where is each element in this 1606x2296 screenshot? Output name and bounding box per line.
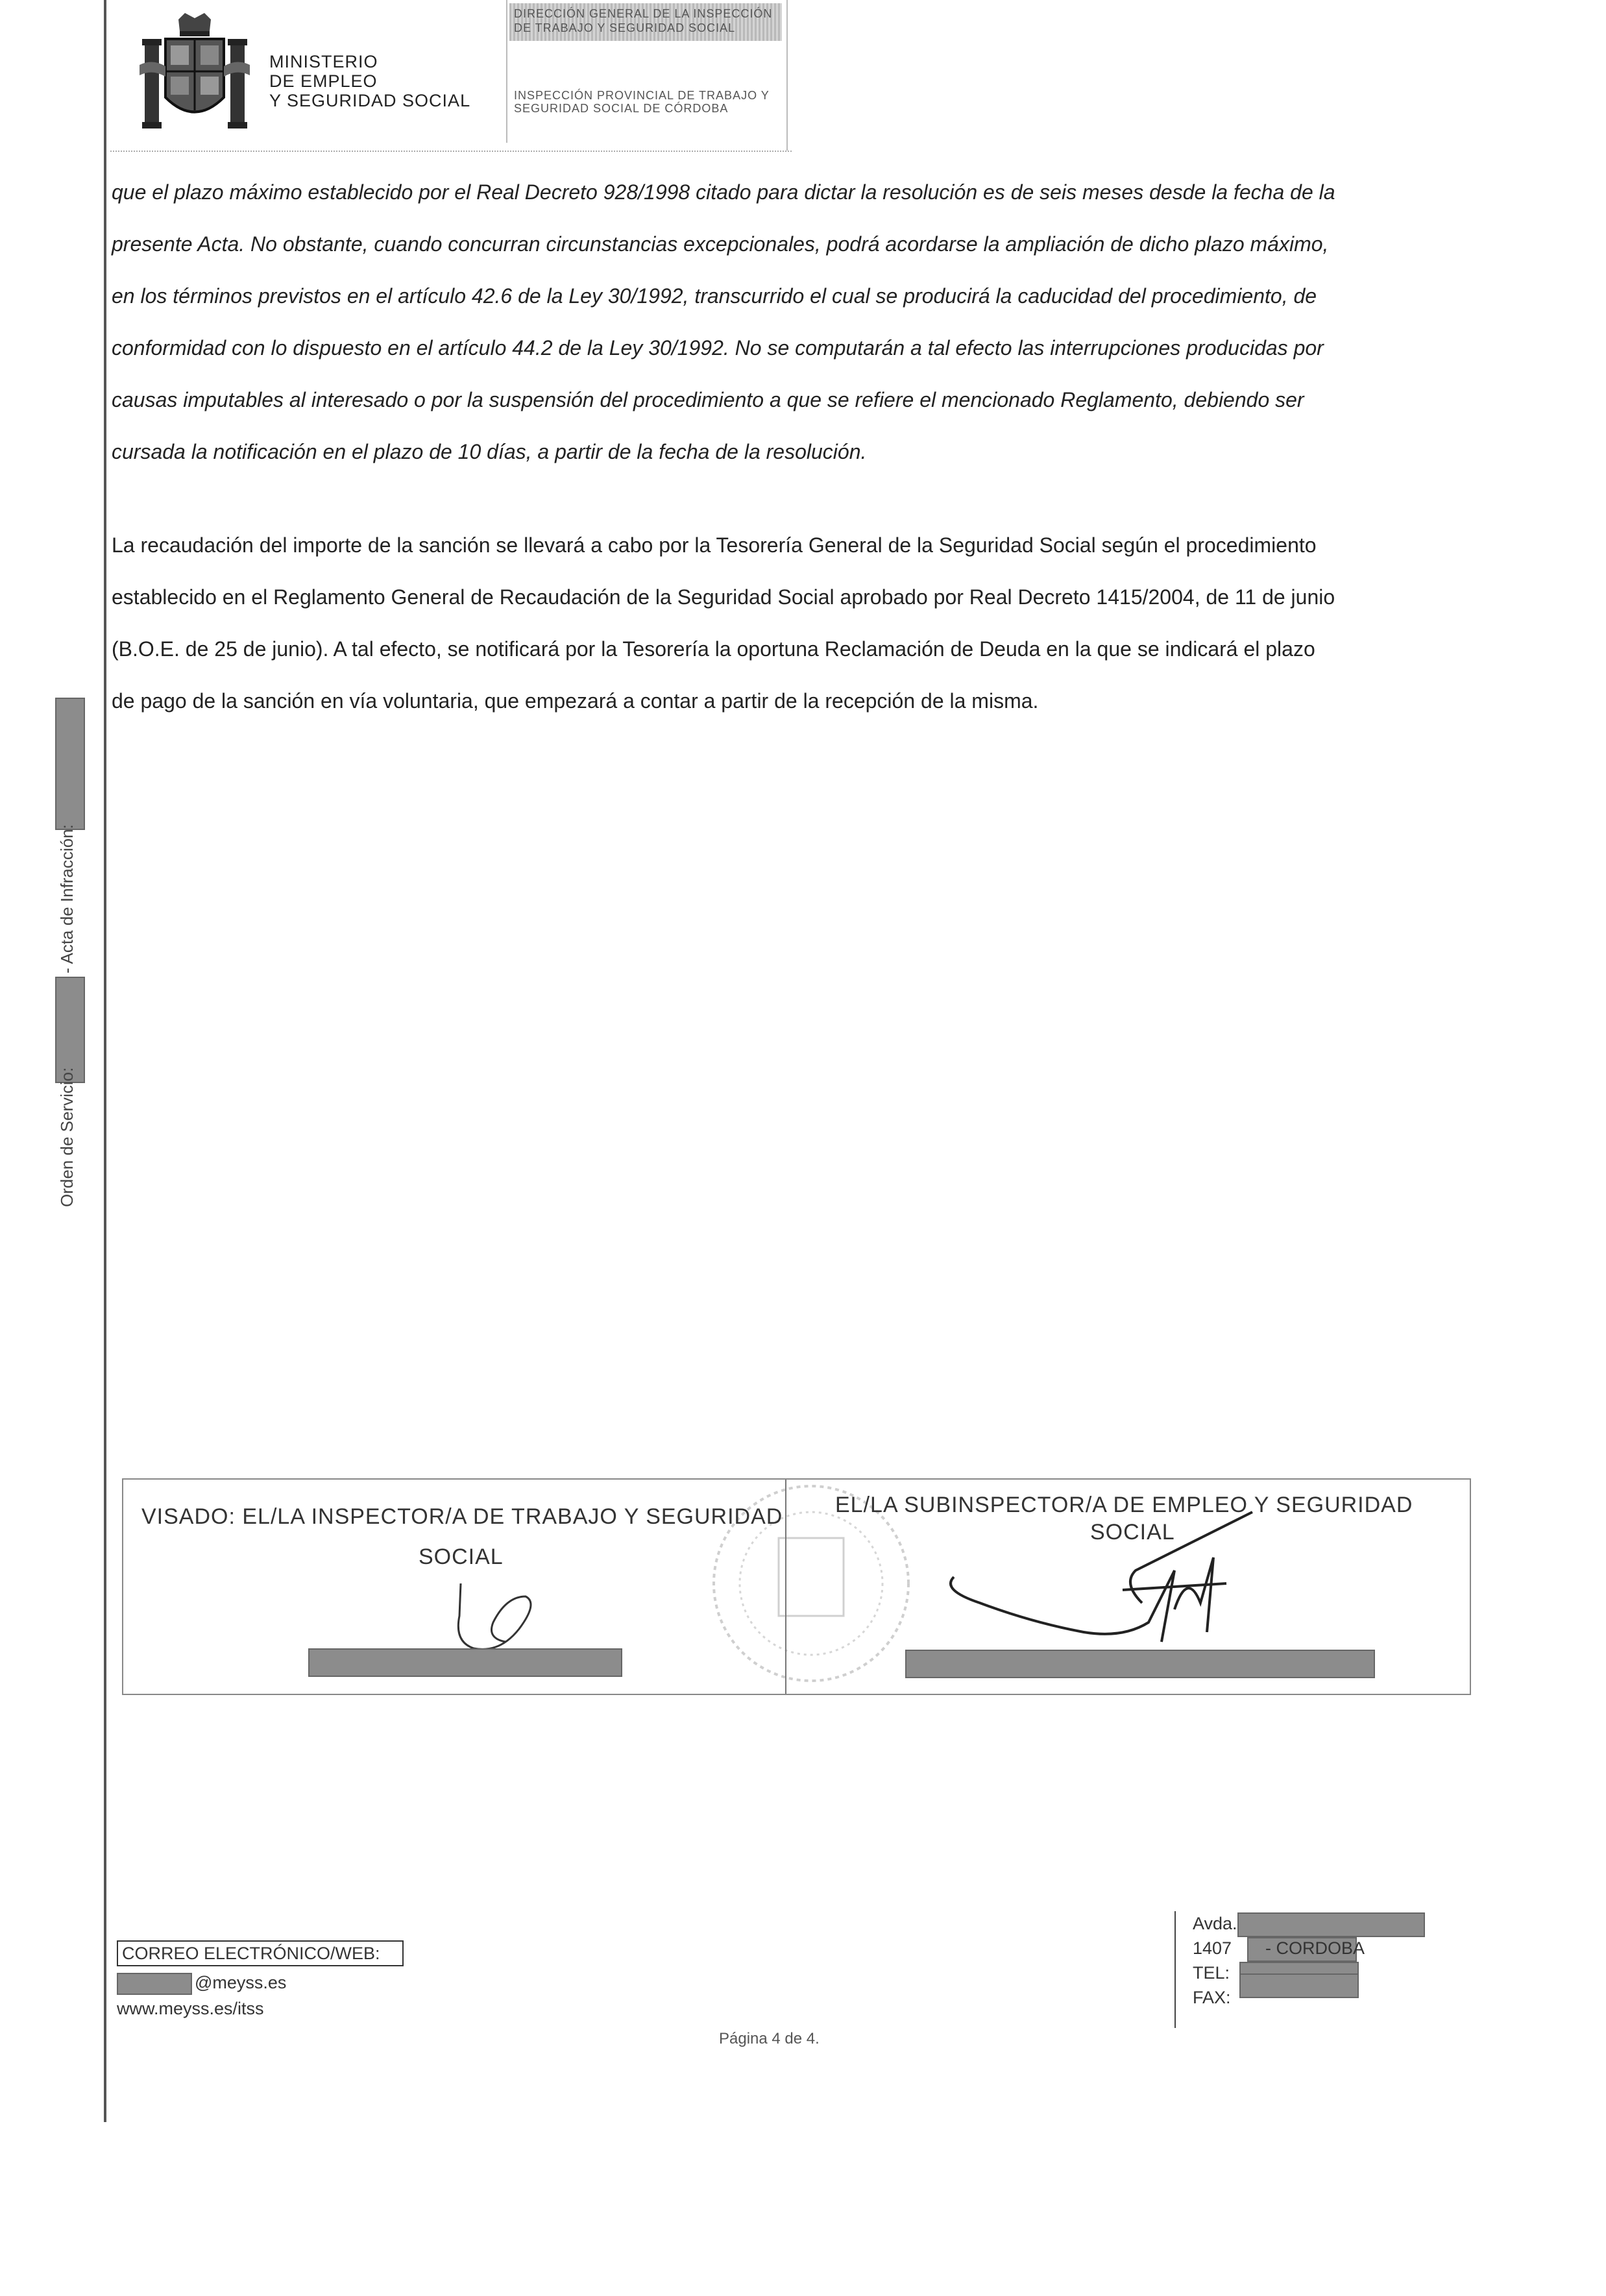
redacted-street <box>1237 1912 1425 1937</box>
department-line-1: DIRECCIÓN GENERAL DE LA INSPECCIÓN <box>514 7 773 20</box>
ministry-line-2: DE EMPLEO <box>269 71 378 91</box>
address-street <box>1174 1911 1425 1936</box>
paragraph1-line-1: que el plazo máximo establecido por el Real Decreto 928/1998 citado para dictar la resolución es de seis meses desde la fecha de la <box>112 180 1335 204</box>
paragraph2-line-2: establecido en el Reglamento General de Recaudación de la Seguridad Social aprobado por Real Decreto 1415/2004, de 11 de junio <box>112 585 1335 609</box>
signature-box <box>122 1478 1471 1695</box>
page-number: Página 4 de 4. <box>719 2030 820 2047</box>
signature-divider <box>785 1480 786 1694</box>
address-tel-label: TEL: <box>1193 1963 1230 1983</box>
paragraph1-line-6: cursada la notificación en el plazo de 10 días, a partir de la fecha de la resolución. <box>112 440 867 463</box>
redacted-subinspector-name <box>905 1650 1375 1678</box>
inspection-line-2: SEGURIDAD SOCIAL DE CÓRDOBA <box>514 102 729 115</box>
address-fax <box>1174 1985 1425 2010</box>
inspection-line-1: INSPECCIÓN PROVINCIAL DE TRABAJO Y <box>514 89 770 102</box>
contact-email <box>117 1973 286 1995</box>
inspection-office <box>514 89 770 115</box>
redacted-inspector-name <box>308 1648 622 1677</box>
header-right-rule <box>786 0 788 151</box>
sidebar-label-middle <box>57 824 83 974</box>
address-city-name: - CORDOBA <box>1265 1938 1365 1958</box>
department-line-2: DE TRABAJO Y SEGURIDAD SOCIAL <box>514 21 736 34</box>
document-header <box>110 0 792 156</box>
left-margin-rule <box>104 0 106 2122</box>
paragraph2-line-1: La recaudación del importe de la sanción se llevará a cabo por la Tesorería General de la Seguridad Social según el procedimiento <box>112 533 1317 557</box>
paragraph1-line-2: presente Acta. No obstante, cuando concurran circunstancias excepcionales, podrá acordarse la ampliación de dicho plazo máximo, <box>112 232 1329 256</box>
redacted-order-number <box>55 698 85 830</box>
office-address <box>1174 1911 1425 2010</box>
header-bottom-rule <box>110 151 792 153</box>
redacted-email-user <box>117 1973 192 1995</box>
paragraph-sanction-collection <box>112 519 1461 727</box>
sidebar-label-middle-text: - Acta de Infracción: <box>57 824 77 973</box>
address-fax-label: FAX: <box>1193 1988 1231 2007</box>
website-link[interactable]: www.meyss.es/itss <box>117 1999 264 2018</box>
ministry-line-3: Y SEGURIDAD SOCIAL <box>269 91 471 110</box>
paragraph2-line-4: de pago de la sanción en vía voluntaria, que empezará a contar a partir de la recepción de la misma. <box>112 689 1039 713</box>
inspector-title: VISADO: EL/LA INSPECTOR/A DE TRABAJO Y SEGURIDAD <box>141 1504 783 1529</box>
sidebar-label-prefix-text: Orden de Servicio: <box>57 1067 77 1207</box>
subinspector-signature <box>928 1493 1291 1648</box>
redacted-fax <box>1239 1973 1359 1998</box>
paragraph1-line-4: conformidad con lo dispuesto en el artículo 44.2 de la Ley 30/1992. No se computarán a tal efecto las interrupciones producidas por <box>112 336 1324 360</box>
address-city <box>1174 1936 1425 1960</box>
address-avda-label: Avda. <box>1193 1914 1237 1933</box>
header-divider <box>506 0 507 143</box>
address-postcode: 1407 <box>1193 1938 1232 1958</box>
inspector-title-line2: SOCIAL <box>419 1545 504 1569</box>
paragraph1-line-5: causas imputables al interesado o por la suspensión del procedimiento a que se refiere el mencionado Reglamento, debiendo ser <box>112 388 1304 411</box>
ministry-line-1: MINISTERIO <box>269 52 378 71</box>
subinspector-title: EL/LA SUBINSPECTOR/A DE EMPLEO Y SEGURIDAD <box>835 1493 1413 1517</box>
subinspector-title-line2: SOCIAL <box>1090 1520 1175 1545</box>
contact-label: CORREO ELECTRÓNICO/WEB: <box>117 1940 404 1966</box>
email-domain: @meyss.es <box>195 1973 287 1993</box>
paragraph1-line-3: en los términos previstos en el artículo 42.6 de la Ley 30/1992, transcurrido el cual se producirá la caducidad del procedimiento, de <box>112 284 1317 308</box>
coat-of-arms-icon <box>140 13 250 130</box>
paragraph2-line-3: (B.O.E. de 25 de junio). A tal efecto, se notificará por la Tesorería la oportuna Reclamación de Deuda en la que se indicará el plazo <box>112 637 1315 661</box>
paragraph-resolution-deadline <box>112 166 1461 478</box>
ministry-name <box>269 52 470 110</box>
sidebar-label-prefix <box>57 1067 83 1208</box>
department-name <box>514 6 772 35</box>
